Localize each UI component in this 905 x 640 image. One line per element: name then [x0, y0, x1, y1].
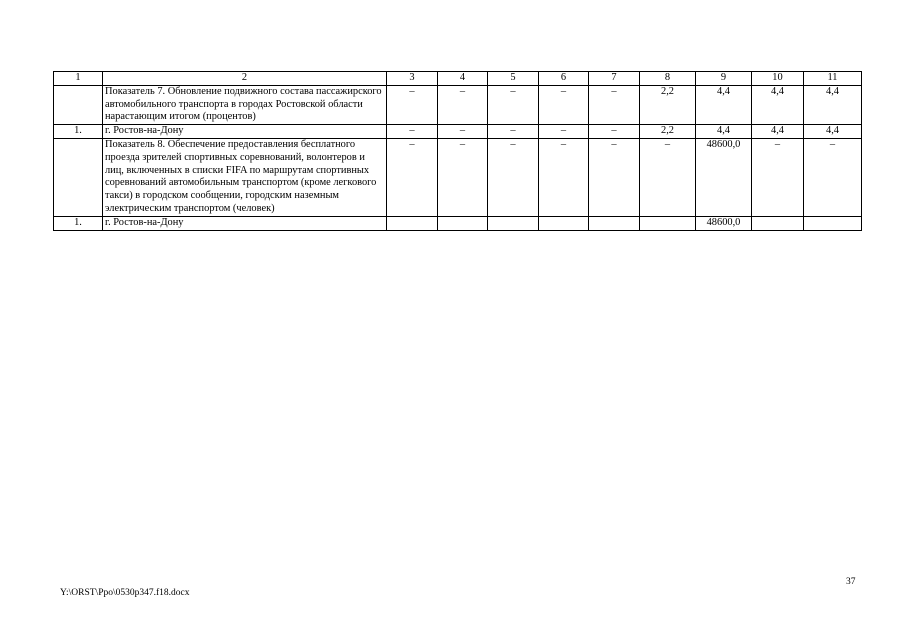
value-cell: 4,4	[696, 125, 752, 139]
value-cell: 48600,0	[696, 138, 752, 216]
value-cell: –	[640, 138, 696, 216]
value-cell: –	[387, 125, 438, 139]
indicator-name-cell: Показатель 8. Обеспечение предоставления бесплатного проезда зрителей спортивных соревнований, волонтеров и лиц, включенных в списки FIFA по маршрутам спортивных соревнований автомобильным транспортом (кроме легкового такси) в городском сообщении, городским наземным электрическим транспортом (человек)	[103, 138, 387, 216]
indicator-name-cell: г. Ростов-на-Дону	[103, 125, 387, 139]
column-header: 1	[54, 72, 103, 86]
value-cell: 4,4	[804, 85, 862, 124]
value-cell: –	[539, 138, 589, 216]
value-cell: –	[387, 138, 438, 216]
value-cell	[387, 216, 438, 230]
value-cell	[488, 216, 539, 230]
value-cell: 4,4	[752, 85, 804, 124]
value-cell	[438, 216, 488, 230]
table-row	[54, 125, 862, 139]
value-cell: –	[589, 138, 640, 216]
column-header: 2	[103, 72, 387, 86]
value-cell	[640, 216, 696, 230]
value-cell: –	[752, 138, 804, 216]
column-header: 6	[539, 72, 589, 86]
value-cell: 2,2	[640, 125, 696, 139]
value-cell	[589, 216, 640, 230]
indicator-name-cell: Показатель 7. Обновление подвижного состава пассажирского автомобильного транспорта в городах Ростовской области нарастающим итогом (процентов)	[103, 85, 387, 124]
value-cell: –	[539, 85, 589, 124]
file-path-footer: Y:\ORST\Ppo\0530p347.f18.docx	[60, 588, 190, 598]
value-cell: –	[438, 138, 488, 216]
value-cell: –	[589, 85, 640, 124]
column-header: 10	[752, 72, 804, 86]
value-cell	[539, 216, 589, 230]
column-header: 4	[438, 72, 488, 86]
value-cell: –	[488, 138, 539, 216]
value-cell	[752, 216, 804, 230]
column-header: 3	[387, 72, 438, 86]
table-row	[54, 85, 862, 124]
row-number-cell	[54, 138, 103, 216]
indicator-name-cell: г. Ростов-на-Дону	[103, 216, 387, 230]
page-number: 37	[846, 577, 856, 587]
column-header: 11	[804, 72, 862, 86]
value-cell: –	[488, 85, 539, 124]
column-header: 5	[488, 72, 539, 86]
indicator-table	[53, 71, 862, 231]
value-cell: –	[438, 85, 488, 124]
value-cell: 4,4	[752, 125, 804, 139]
value-cell: 4,4	[804, 125, 862, 139]
row-number-cell	[54, 85, 103, 124]
table-row	[54, 216, 862, 230]
value-cell: –	[438, 125, 488, 139]
value-cell: 2,2	[640, 85, 696, 124]
value-cell: 4,4	[696, 85, 752, 124]
column-header: 9	[696, 72, 752, 86]
value-cell: –	[539, 125, 589, 139]
value-cell: 48600,0	[696, 216, 752, 230]
value-cell: –	[488, 125, 539, 139]
value-cell: –	[387, 85, 438, 124]
row-number-cell: 1.	[54, 216, 103, 230]
column-header: 8	[640, 72, 696, 86]
row-number-cell: 1.	[54, 125, 103, 139]
column-header: 7	[589, 72, 640, 86]
value-cell: –	[589, 125, 640, 139]
table-row	[54, 138, 862, 216]
table-header-row	[54, 72, 862, 86]
value-cell	[804, 216, 862, 230]
value-cell: –	[804, 138, 862, 216]
